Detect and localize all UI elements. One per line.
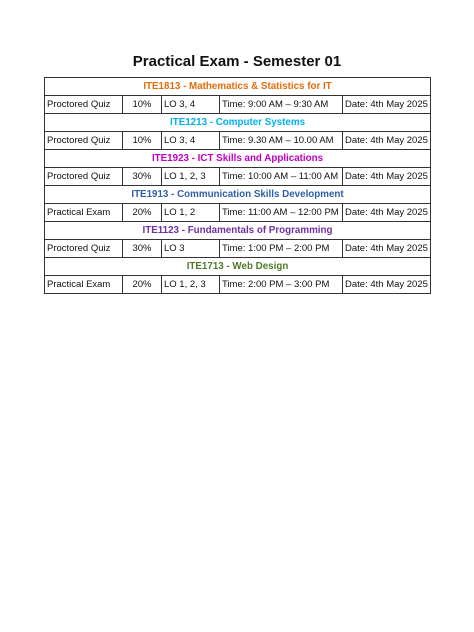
course-header-row	[45, 114, 431, 132]
date-cell: Date: 4th May 2025	[343, 276, 431, 294]
document-title: Practical Exam - Semester 01	[132, 53, 342, 70]
weight-cell: 20%	[123, 276, 162, 294]
exam-detail-row	[45, 96, 431, 114]
time-cell: Time: 1:00 PM – 2:00 PM	[220, 240, 343, 258]
exam-type-cell: Proctored Quiz	[45, 240, 123, 258]
course-title: ITE1213 - Computer Systems	[45, 114, 431, 132]
weight-cell: 20%	[123, 204, 162, 222]
course-title: ITE1123 - Fundamentals of Programming	[45, 222, 431, 240]
exam-detail-row	[45, 240, 431, 258]
exam-type-cell: Practical Exam	[45, 276, 123, 294]
course-header-row	[45, 78, 431, 96]
course-header-row	[45, 258, 431, 276]
weight-cell: 30%	[123, 168, 162, 186]
course-title: ITE1813 - Mathematics & Statistics for IT	[45, 78, 431, 96]
date-cell: Date: 4th May 2025	[343, 168, 431, 186]
date-cell: Date: 4th May 2025	[343, 132, 431, 150]
weight-cell: 30%	[123, 240, 162, 258]
exam-type-cell: Proctored Quiz	[45, 96, 123, 114]
course-header-row	[45, 222, 431, 240]
date-cell: Date: 4th May 2025	[343, 204, 431, 222]
weight-cell: 10%	[123, 96, 162, 114]
course-title: ITE1923 - ICT Skills and Applications	[45, 150, 431, 168]
time-cell: Time: 9:00 AM – 9:30 AM	[220, 96, 343, 114]
date-cell: Date: 4th May 2025	[343, 240, 431, 258]
course-header-row	[45, 150, 431, 168]
learning-outcome-cell: LO 1, 2, 3	[162, 276, 220, 294]
exam-type-cell: Proctored Quiz	[45, 168, 123, 186]
learning-outcome-cell: LO 3	[162, 240, 220, 258]
learning-outcome-cell: LO 1, 2	[162, 204, 220, 222]
exam-detail-row	[45, 132, 431, 150]
course-header-row	[45, 186, 431, 204]
exam-detail-row	[45, 168, 431, 186]
exam-type-cell: Proctored Quiz	[45, 132, 123, 150]
exam-schedule-table	[44, 77, 431, 294]
exam-detail-row	[45, 276, 431, 294]
time-cell: Time: 10:00 AM – 11:00 AM	[220, 168, 343, 186]
date-cell: Date: 4th May 2025	[343, 96, 431, 114]
exam-type-cell: Practical Exam	[45, 204, 123, 222]
time-cell: Time: 9.30 AM – 10.00 AM	[220, 132, 343, 150]
time-cell: Time: 2:00 PM – 3:00 PM	[220, 276, 343, 294]
time-cell: Time: 11:00 AM – 12:00 PM	[220, 204, 343, 222]
weight-cell: 10%	[123, 132, 162, 150]
course-title: ITE1913 - Communication Skills Development	[45, 186, 431, 204]
exam-detail-row	[45, 204, 431, 222]
learning-outcome-cell: LO 3, 4	[162, 96, 220, 114]
course-title: ITE1713 - Web Design	[45, 258, 431, 276]
learning-outcome-cell: LO 3, 4	[162, 132, 220, 150]
learning-outcome-cell: LO 1, 2, 3	[162, 168, 220, 186]
